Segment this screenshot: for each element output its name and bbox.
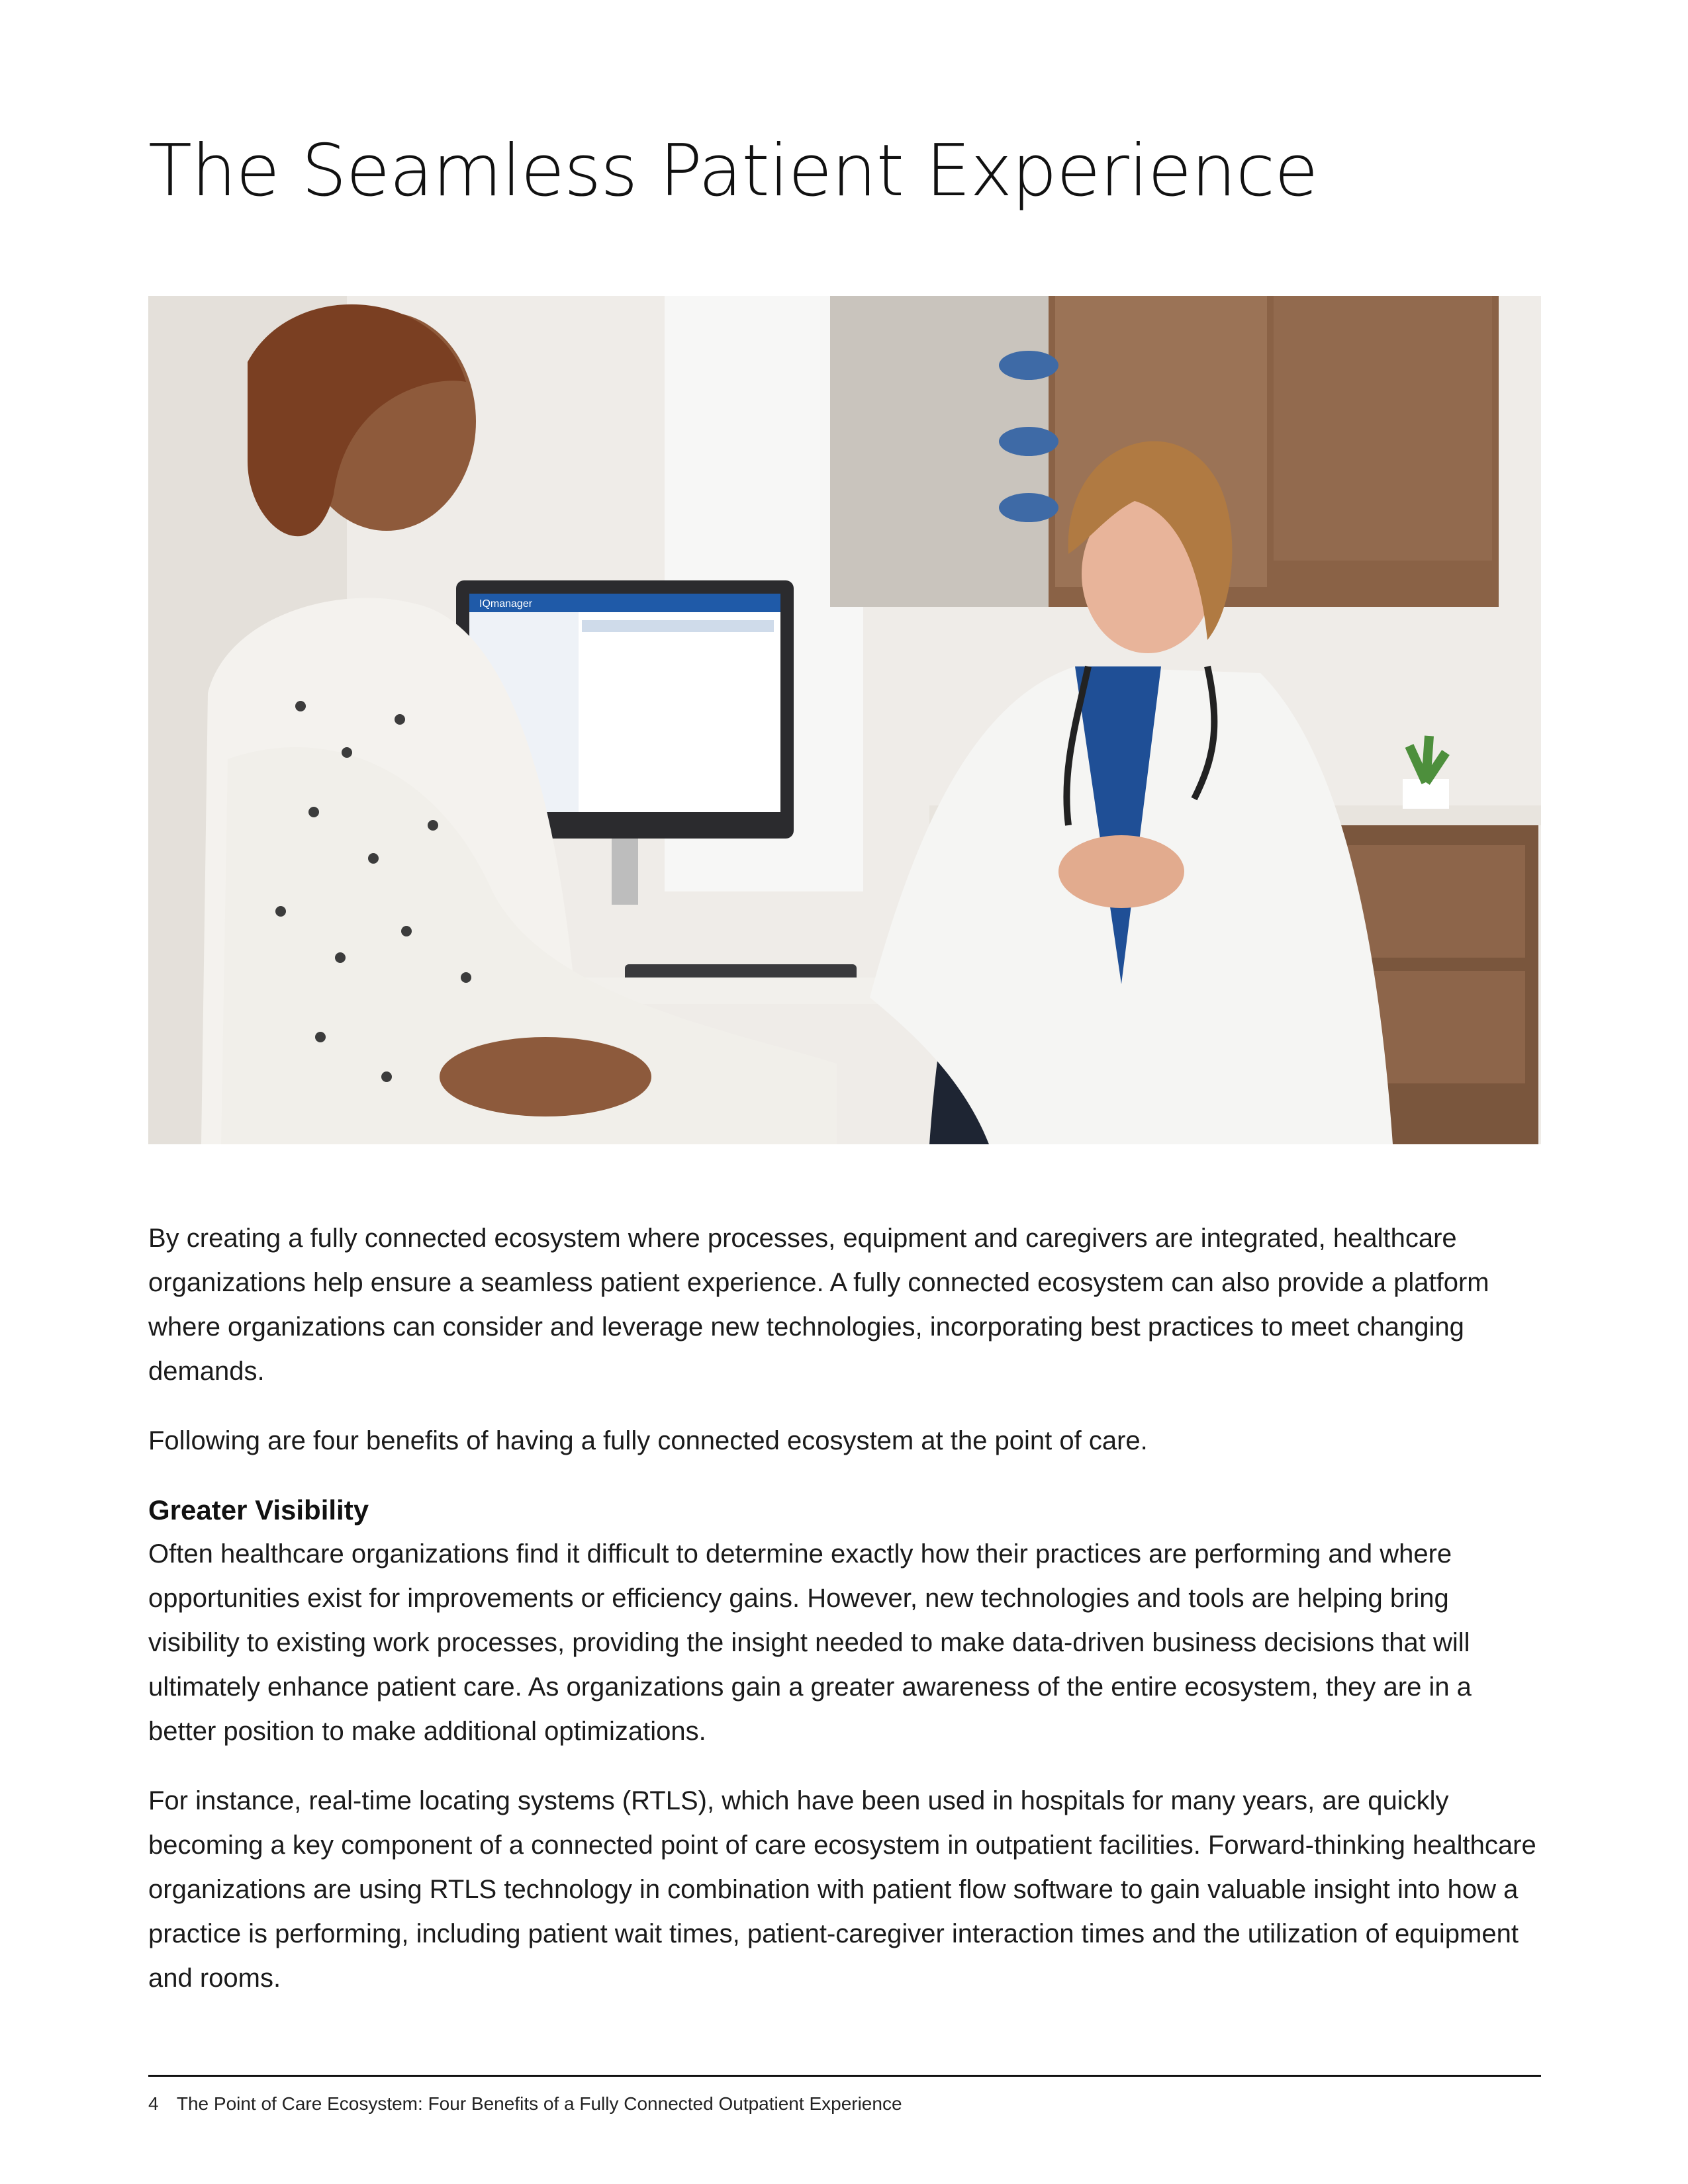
- section-heading: Greater Visibility: [148, 1494, 369, 1525]
- hero-photo: [148, 296, 1541, 1144]
- exam-room-illustration: [148, 296, 1541, 1144]
- intro-paragraph: By creating a fully connected ecosystem where processes, equipment and caregivers are integrated, healthcare organizations help ensure a seamless patient experience. A fully connected ecosystem can also provide a platform where organizations can consider and leverage new technologies, incorporating best practices to meet changing demands.: [148, 1224, 1489, 1386]
- page-title: The Seamless Patient Experience: [148, 130, 1318, 212]
- footer-title: The Point of Care Ecosystem: Four Benefits of a Fully Connected Outpatient Experience: [176, 2093, 902, 2114]
- body-text: [148, 1216, 1545, 2026]
- visibility-paragraph: Often healthcare organizations find it difficult to determine exactly how their practices are performing and where opportunities exist for improvements or efficiency gains. However, new technologies and tools are helping bring visibility to existing work processes, providing the insight needed to make data-driven business decisions that will ultimately enhance patient care. As organizations gain a greater awareness of the entire ecosystem, they are in a better position to make additional optimizations.: [148, 1539, 1472, 1746]
- page-number: 4: [148, 2093, 159, 2114]
- footer-divider: [148, 2075, 1541, 2077]
- screen-brand: IQmanager: [479, 598, 533, 610]
- page-footer: [148, 2093, 902, 2115]
- rtls-paragraph: For instance, real-time locating systems (RTLS), which have been used in hospitals for many years, are quickly becoming a key component of a connected point of care ecosystem in outpatient facilities. Forward-thinking healthcare organizations are using RTLS technology in combination with patient flow software to gain valuable insight into how a practice is performing, including patient wait times, patient-caregiver interaction times and the utilization of equipment and rooms.: [148, 1786, 1536, 1993]
- benefits-lead-paragraph: Following are four benefits of having a fully connected ecosystem at the point of care.: [148, 1426, 1148, 1455]
